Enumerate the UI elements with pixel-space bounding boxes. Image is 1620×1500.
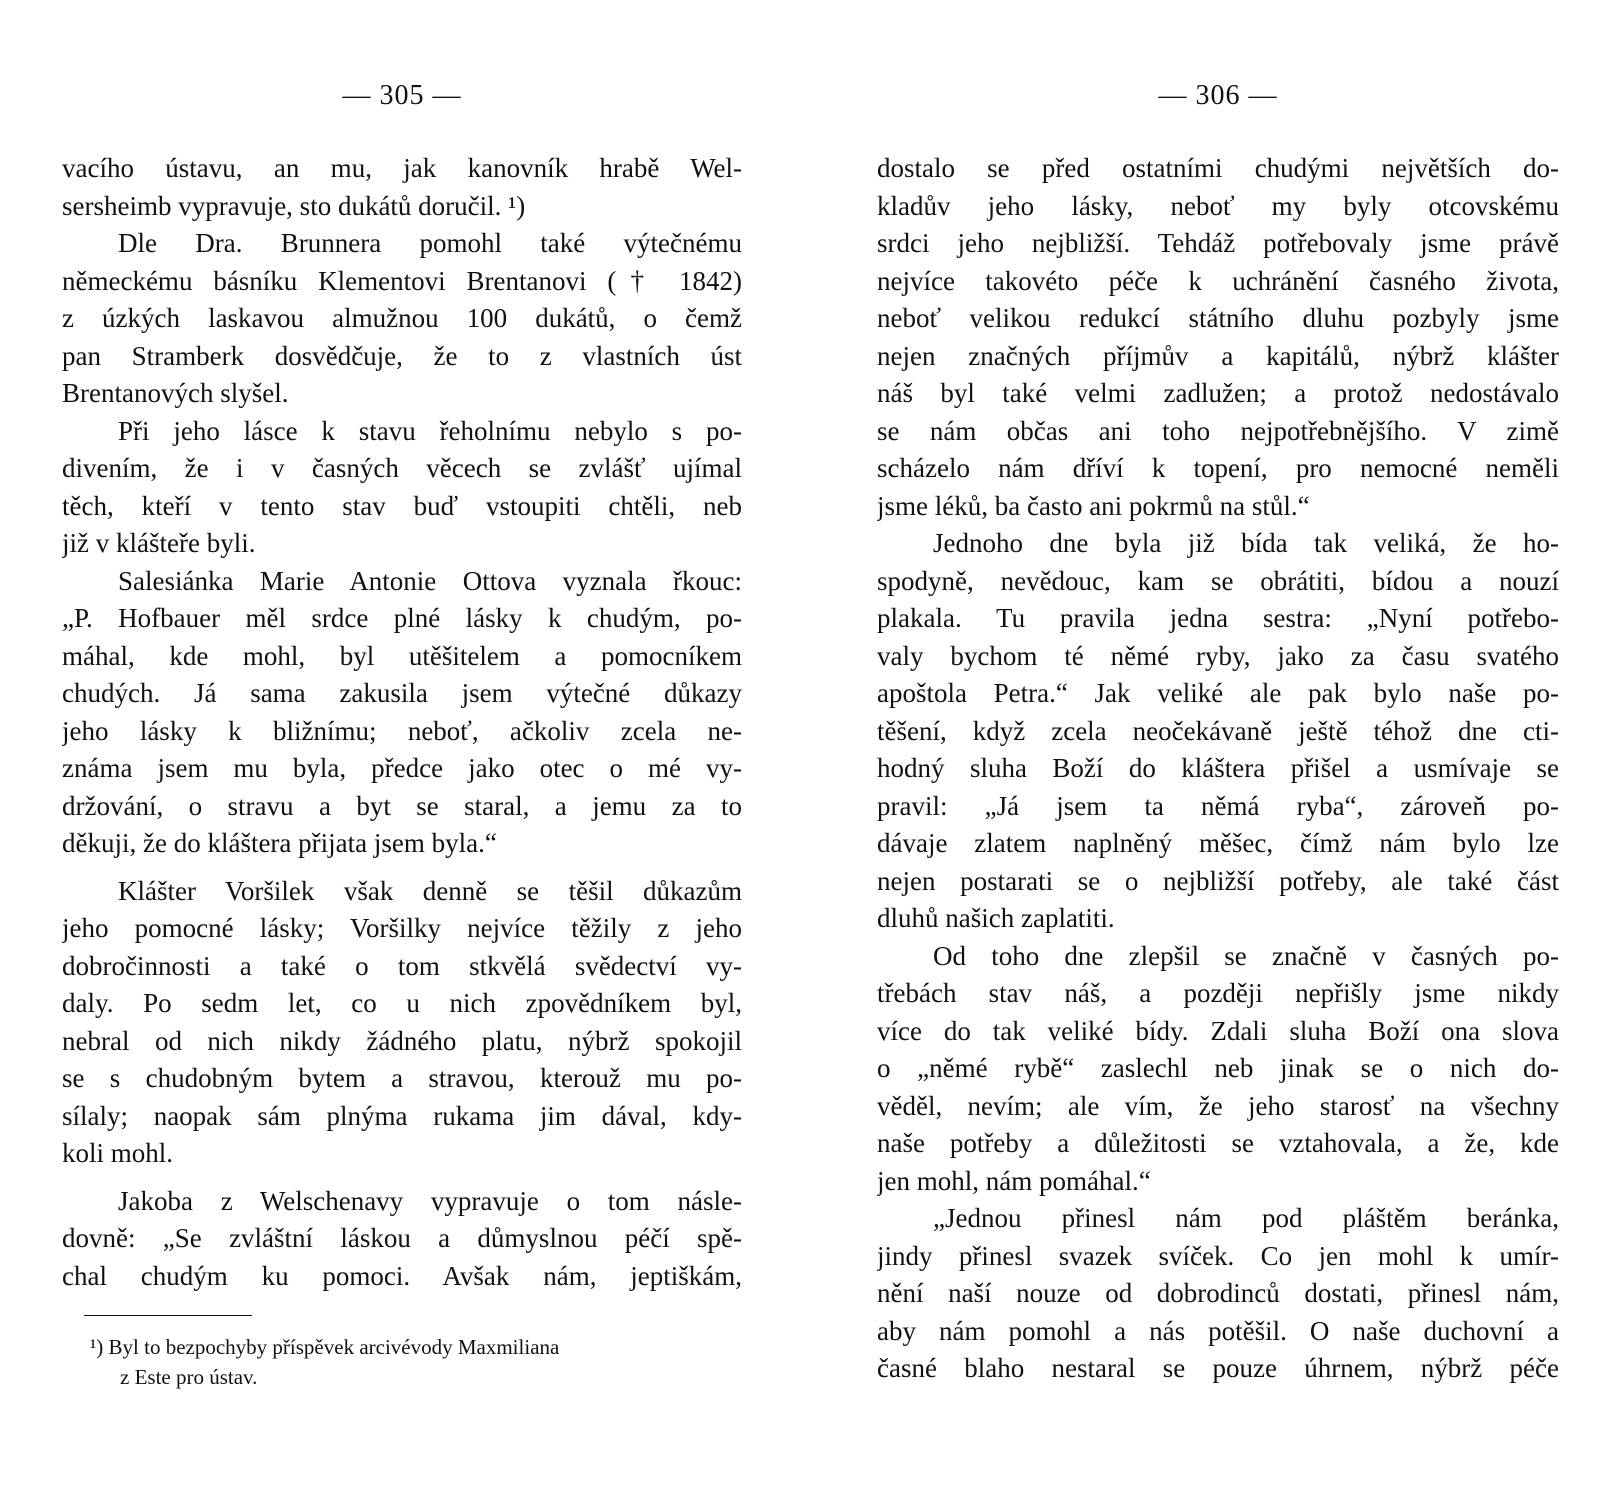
text-line: se nám občas ani toho nejpotřebnějšího. V zimě [877,415,1559,446]
text-line: děkuji, že do kláštera přijata jsem byla.“ [62,828,497,858]
text-line: vacího ústavu, an mu, jak kanovník hrabě Wel- [62,153,742,183]
text-line: kladův jeho lásky, neboť my byly otcovskému [877,190,1559,221]
text-line: Salesiánka Marie Antonie Ottova vyznala řkouc: [118,565,742,596]
text-line: již v klášteře byli. [62,528,256,558]
paragraph-gap [62,863,742,873]
paragraph-gap [62,1173,742,1183]
text-line: apoštola Petra.“ Jak veliké ale pak bylo naše po- [877,678,1559,708]
text-line: srdci jeho nejbližší. Tehdáž potřebovaly jsme právě [877,228,1559,258]
text-line: třebách stav náš, a později nepřišly jsme nikdy [877,978,1559,1008]
text-line: známa jsem mu byla, předce jako otec o mé vy- [62,753,742,783]
text-line: Od toho dne zlepšil se značně v časných po- [933,940,1559,971]
text-line: dovně: „Se zvláštní láskou a důmyslnou péčí spě- [62,1223,742,1253]
text-line: těch, kteří v tento stav buď vstoupiti chtěli, neb [62,490,742,521]
page-text [877,150,1559,1388]
text-line: Jakoba z Welschenavy vypravuje o tom násle- [118,1185,742,1216]
text-line: jindy přinesl svazek svíček. Co jen mohl k umír- [877,1240,1559,1271]
text-line: chal chudým ku pomoci. Avšak nám, jeptiškám, [62,1260,742,1291]
text-line: naše potřeby a důležitosti se vztahovala, a že, kde [877,1128,1559,1158]
text-line: pan Stramberk dosvědčuje, že to z vlastních úst [62,340,742,371]
text-line: neboť velikou redukcí státního dluhu pozbyly jsme [877,303,1559,333]
footnote-line: z Este pro ústav. [120,1365,258,1389]
text-line: těšení, když zcela neočekávaně ještě téhož dne cti- [877,715,1559,746]
text-line: jeho pomocné lásky; Voršilky nejvíce těžily z jeho [62,913,742,943]
text-line: více do tak veliké bídy. Zdali sluha Boží ona slova [877,1015,1559,1046]
text-line: Brentanových slyšel. [62,378,289,408]
text-line: chudých. Já sama zakusila jsem výtečné důkazy [62,678,742,708]
text-line: aby nám pomohl a nás potěšil. O naše duchovní a [877,1315,1559,1346]
page-text [62,150,742,1295]
footnote [90,1332,740,1392]
page-number: — 305 — [342,80,462,111]
text-line: jeho lásky k bližnímu; neboť, ačkoliv zcela ne- [62,715,742,746]
text-line: koli mohl. [62,1138,174,1168]
text-line: Dle Dra. Brunnera pomohl také výtečnému [118,228,742,258]
text-line: nejen značných příjmův a kapitálů, nýbrž klášter [877,340,1559,371]
text-line: spodyně, nevědouc, kam se obrátiti, bídou a nouzí [877,565,1559,596]
text-line: pravil: „Já jsem ta němá ryba“, zároveň po- [877,790,1559,821]
text-line: z úzkých laskavou almužnou 100 dukátů, o čemž [62,303,742,333]
text-line: scházelo nám dříví k topení, pro nemocné neměli [877,453,1559,483]
text-line: nejvíce takovéto péče k uchránění časného života, [877,265,1559,296]
text-line: sílaly; naopak sám plnýma rukama jim dával, kdy- [62,1100,742,1131]
text-line: držování, o stravu a byt se staral, a jemu za to [62,790,742,821]
text-line: hodný sluha Boží do kláštera přišel a usmívaje se [877,753,1559,783]
footnote-line: ¹) Byl to bezpochyby příspěvek arcivévody Maxmiliana [90,1335,560,1359]
text-line: o „němé rybě“ zaslechl neb jinak se o nich do- [877,1053,1559,1083]
text-line: valy bychom té němé ryby, jako za času svatého [877,640,1559,671]
text-line: dostalo se před ostatními chudými největších do- [877,153,1559,183]
text-line: německému básníku Klementovi Brentanovi († 1842) [62,265,742,296]
text-line: časné blaho nestaral se pouze úhrnem, nýbrž péče [877,1353,1559,1383]
text-line: „Jednou přinesl nám pod pláštěm beránka, [933,1203,1559,1233]
text-line: jsme léků, ba často ani pokrmů na stůl.“ [877,490,1310,521]
text-line: nejen postarati se o nejbližší potřeby, ale také část [877,865,1559,896]
text-line: sersheimb vypravuje, sto dukátů doručil. ¹) [62,190,526,221]
text-line: věděl, nevím; ale vím, že jeho starosť na všechny [877,1090,1559,1121]
text-line: se s chudobným bytem a stravou, kterouž mu po- [62,1063,742,1093]
text-line: Klášter Voršilek však denně se těšil důkazům [118,875,742,906]
text-line: daly. Po sedm let, co u nich zpovědníkem byl, [62,988,742,1018]
text-line: máhal, kde mohl, byl utěšitelem a pomocníkem [62,640,742,671]
text-line: „P. Hofbauer měl srdce plné lásky k chudým, po- [62,603,742,633]
text-line: dávaje zlatem naplněný měšec, čímž nám bylo lze [877,828,1559,858]
text-line: dobročinnosti a také o tom stkvělá svědectví vy- [62,950,742,981]
text-line: Při jeho lásce k stavu řeholnímu nebylo s po- [118,415,742,446]
text-line: dluhů našich zaplatiti. [877,903,1115,933]
text-line: jen mohl, nám pomáhal.“ [877,1165,1151,1196]
text-line: nebral od nich nikdy žádného platu, nýbrž spokojil [62,1025,742,1056]
text-line: Jednoho dne byla již bída tak veliká, že ho- [933,528,1559,558]
text-line: náš byl také velmi zadlužen; a protož nedostávalo [877,378,1559,408]
footnote-divider [84,1315,252,1316]
text-line: nění naší nouze od dobrodinců dostati, přinesl nám, [877,1278,1559,1308]
page-number: — 306 — [1158,80,1278,111]
text-line: plakala. Tu pravila jedna sestra: „Nyní potřebo- [877,603,1559,633]
text-line: divením, že i v časných věcech se zvlášť ujímal [62,453,742,483]
